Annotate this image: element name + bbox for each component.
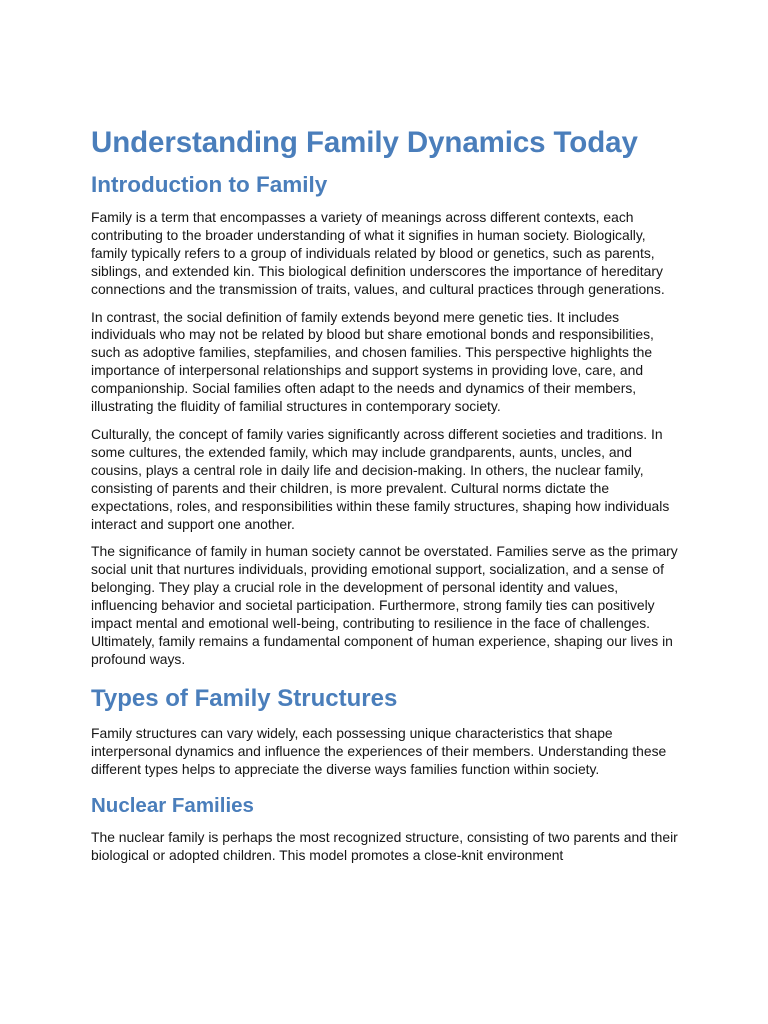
paragraph-cultural-definition: Culturally, the concept of family varies significantly across different societies and traditions. In some cultures, the extended family, which may include grandparents, aunts, uncles, and cousins, plays a central role in daily life and decision-making. In others, the nuclear family, consisting of parents and their children, is more prevalent. Cultural norms dictate the expectations, roles, and responsibilities within these family structures, shaping how individuals interact and support one another. <box>91 425 670 532</box>
paragraph-biological-definition: Family is a term that encompasses a variety of meanings across different contexts, each contributing to the broader understanding of what it signifies in human society. Biologically, family typically refers to a group of individuals related by blood or genetics, such as parents, siblings, and extended kin. This biological definition underscores the importance of hereditary connections and the transmission of traits, values, and cultural practices through generations. <box>91 209 665 297</box>
document-title: Understanding Family Dynamics Today <box>91 126 638 159</box>
paragraph-nuclear-families: The nuclear family is perhaps the most recognized structure, consisting of two parents and their biological or adopted children. This model promotes a close-knit environment <box>91 829 678 864</box>
paragraph-types-intro: Family structures can vary widely, each possessing unique characteristics that shape interpersonal dynamics and influence the experiences of their members. Understanding these different types helps to appreciate the diverse ways families function within society. <box>91 724 667 777</box>
paragraph-social-definition: In contrast, the social definition of family extends beyond mere genetic ties. It includes individuals who may not be related by blood but share emotional bonds and responsibilities, such as adoptive families, stepfamilies, and chosen families. This perspective highlights the importance of interpersonal relationships and support systems in providing love, care, and companionship. Social families often adapt to the needs and dynamics of their members, illustrating the fluidity of familial structures in contemporary society. <box>91 308 654 415</box>
section-heading-introduction: Introduction to Family <box>91 172 328 197</box>
section-heading-types: Types of Family Structures <box>91 684 398 712</box>
subsection-heading-nuclear: Nuclear Families <box>91 794 254 818</box>
paragraph-significance: The significance of family in human society cannot be overstated. Families serve as the primary social unit that nurtures individuals, providing emotional support, socialization, and a sense of belonging. They play a crucial role in the development of personal identity and values, influencing behavior and societal participation. Furthermore, strong family ties can positively impact mental and emotional well-being, contributing to resilience in the face of challenges. Ultimately, family remains a fundamental component of human experience, shaping our lives in profound ways. <box>91 543 678 667</box>
